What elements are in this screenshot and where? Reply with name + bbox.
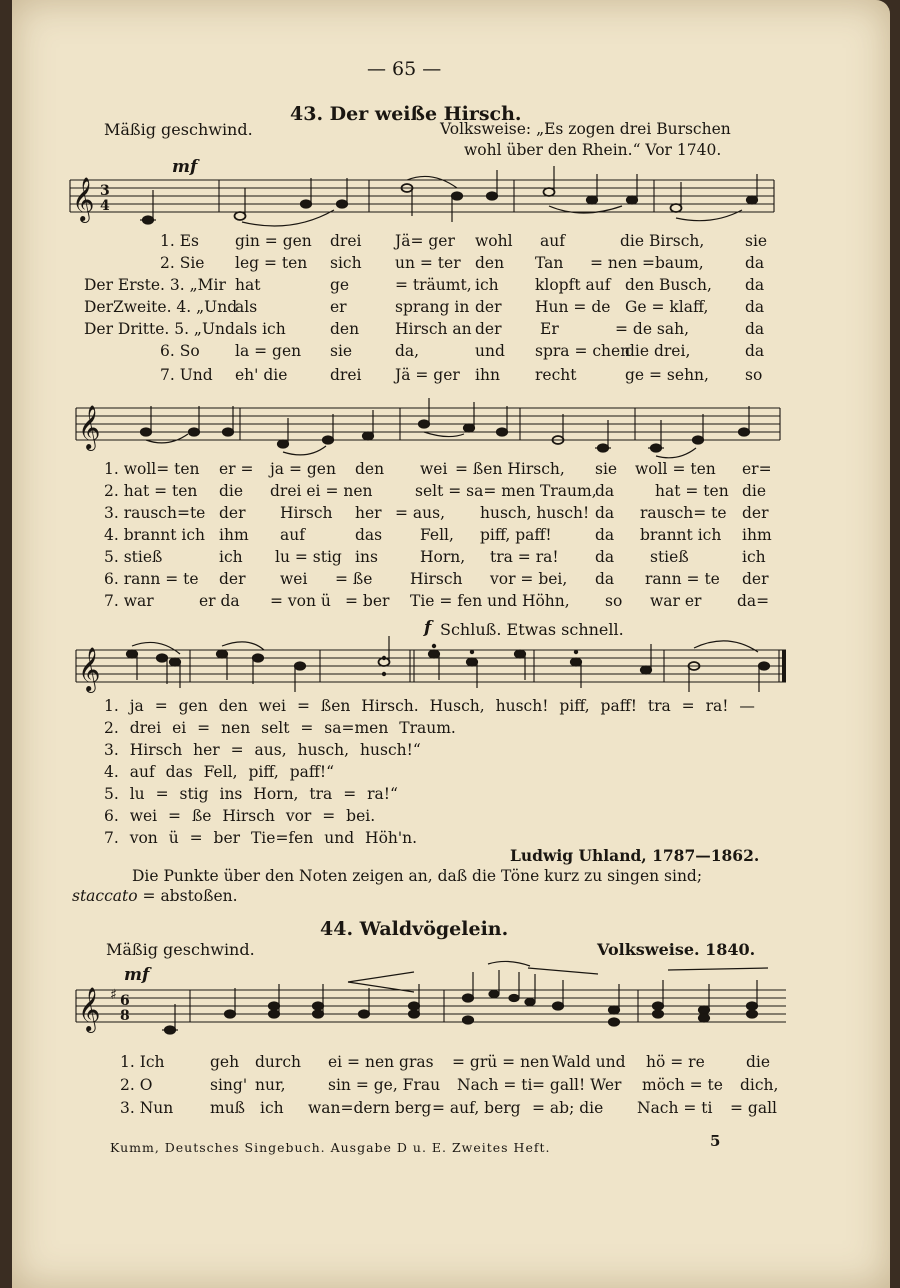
svg-text:𝄞: 𝄞 (72, 177, 95, 221)
staccato-note-line-2 (72, 887, 238, 905)
song-43-source-line-2: wohl über den Rhein.“ Vor 1740. (464, 141, 722, 159)
song-43-s2-verse-4: 4. brannt ich ihm auf das Fell, piff, paff! da brannt ich ihm (104, 526, 772, 544)
song-43-s2-verse-7: 7. war er da = von ü = ber Tie = fen und Höhn, so war er da= (104, 592, 770, 610)
song-43-s1-verse-1: 1. Es gin = gen drei Jä= ger wohl auf die Birsch, sie (160, 232, 768, 250)
svg-text:4: 4 (100, 198, 110, 214)
song-43-s1-verse-2: 2. Sie leg = ten sich un = ter den Tan = nen =baum, da (160, 254, 765, 272)
song-43-s1-verse-5: Der Dritte. 5. „Und als ich den Hirsch an der Er = de sah, da (84, 320, 765, 338)
song-43-source-line-1: Volksweise: „Es zogen drei Burschen (440, 120, 731, 138)
song-43-final-tempo: Schluß. Etwas schnell. (440, 620, 624, 639)
page-number: — 65 — (367, 58, 442, 80)
song-44-tempo: Mäßig geschwind. (106, 940, 255, 959)
footer-sheet-number: 5 (710, 1132, 721, 1150)
song-43-s2-verse-1: 1. woll= ten er = ja = gen den wei = ßen Hirsch, sie woll = ten er= (104, 460, 772, 478)
song-43-s3-verse-1: 1. ja = gen den wei = ßen Hirsch. Husch, husch! piff, paff! tra = ra! — (104, 697, 755, 715)
svg-text:𝄞: 𝄞 (78, 405, 101, 449)
song-44-verse-1: 1. Ich geh durch ei = nen gras = grü = nen Wald und hö = re die (120, 1053, 771, 1071)
song-43-s1-verse-3: Der Erste. 3. „Mir hat ge = träumt, ich klopft auf den Busch, da (84, 276, 765, 294)
song-43-dynamic-mf: mf (172, 157, 198, 177)
svg-text:𝄞: 𝄞 (78, 987, 101, 1031)
song-43-s3-verse-6: 6. wei = ße Hirsch vor = bei. (104, 807, 376, 825)
song-43-s1-verse-4: DerZweite. 4. „Und als er sprang in der Hun = de Ge = klaff, da (84, 298, 765, 316)
song-43-s2-verse-5: 5. stieß ich lu = stig ins Horn, tra = ra! da stieß ich (104, 548, 766, 566)
svg-text:♯: ♯ (110, 987, 117, 1003)
song-43-s3-verse-4: 4. auf das Fell, piff, paff!“ (104, 763, 335, 781)
song-44-staff (68, 986, 798, 1046)
staccato-note-line-1: Die Punkte über den Noten zeigen an, daß die Töne kurz zu singen sind; (132, 867, 703, 885)
song-44-dynamic-mf: mf (124, 965, 150, 985)
staccato-definition: = abstoßen. (142, 887, 238, 905)
song-43-s3-verse-3: 3. Hirsch her = aus, husch, husch!“ (104, 741, 421, 759)
song-43-author: Ludwig Uhland, 1787—1862. (510, 846, 760, 865)
svg-text:𝄞: 𝄞 (78, 647, 101, 691)
song-43-s3-verse-5: 5. lu = stig ins Horn, tra = ra!“ (104, 785, 398, 803)
song-44-verse-2: 2. O sing' nur, sin = ge, Frau Nach = ti = gall! Wer möch = te dich, (120, 1076, 779, 1094)
staccato-term: staccato (72, 887, 138, 905)
song-43-s2-verse-6: 6. rann = te der wei = ße Hirsch vor = bei, da rann = te der (104, 570, 769, 588)
song-44-title: 44. Waldvögelein. (320, 918, 509, 940)
song-43-title: 43. Der weiße Hirsch. (290, 103, 522, 125)
song-43-s1-verse-7: 7. Und eh' die drei Jä = ger ihn recht ge = sehn, so (160, 366, 763, 384)
footer-imprint: Kumm, Deutsches Singebuch. Ausgabe D u. E. Zweites Heft. (110, 1140, 551, 1155)
song-44-verse-3: 3. Nun muß ich wan=dern berg = auf, berg = ab; die Nach = ti = gall (120, 1099, 777, 1117)
song-44-source: Volksweise. 1840. (597, 940, 756, 959)
song-43-tempo: Mäßig geschwind. (104, 120, 253, 139)
book-page (12, 0, 890, 1288)
song-43-source (440, 119, 731, 161)
svg-text:8: 8 (120, 1008, 130, 1024)
song-43-s3-verse-2: 2. drei ei = nen selt = sa=men Traum. (104, 719, 456, 737)
song-43-s3-verse-7: 7. von ü = ber Tie=fen und Höh'n. (104, 829, 418, 847)
svg-text:3: 3 (100, 183, 110, 199)
song-43-s2-verse-3: 3. rausch=te der Hirsch her = aus, husch, husch! da rausch= te der (104, 504, 769, 522)
song-43-dynamic-f: f (424, 618, 432, 638)
song-43-s1-verse-6: 6. So la = gen sie da, und spra = chen die drei, da (160, 342, 765, 360)
song-43-staff-1 (62, 176, 787, 236)
song-43-s2-verse-2: 2. hat = ten die drei ei = nen selt = sa= men Traum, da hat = ten die (104, 482, 767, 500)
svg-text:6: 6 (120, 993, 130, 1009)
song-43-staff-2 (68, 404, 793, 464)
